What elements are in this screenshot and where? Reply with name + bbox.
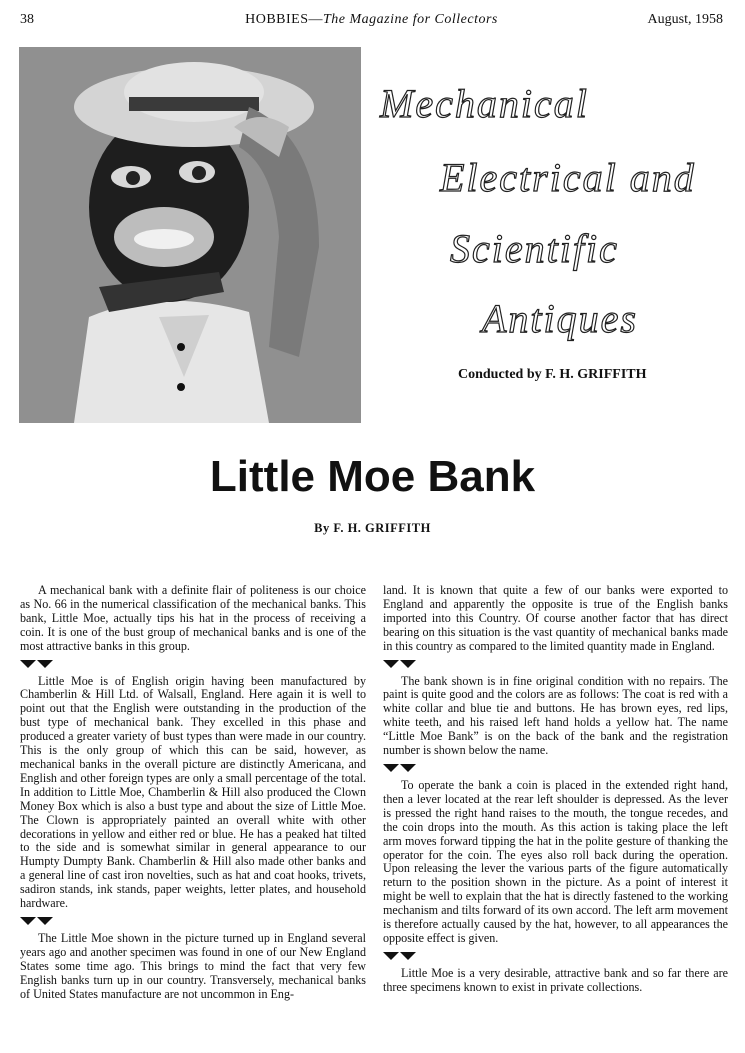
heading-line-antiques: Antiques [482, 296, 638, 341]
magazine-title [20, 12, 723, 28]
magazine-subtitle: The Magazine for Collectors [323, 12, 498, 27]
paragraph: Little Moe is of English origin having been manufactured by Chamberlin & Hill Ltd. of Walsall, England. Here again it is well to point out that the English were outstanding in the production of the bust type of mechanical bank. They excelled in this phase and produced a greater variety of bust types than were made in our country. This is the only group of which this can be said, however, as mechanical banks in the overall picture are distinctly Americana, and English and other foreign types are only a small percentage of the total. In addition to Little Moe, Chamberlin & Hill also produced the Clown Money Box which is also a bust type and about the size of Little Moe. The Clown is appropriately painted an overall white with other decorations in yellow and either red or blue. He has a peaked hat tilted to the side and is somewhat similar in general appearance to our Humpty Dumpty Bank. Chamberlin & Hill also made other banks and a general line of cast iron novelties, such as hat and coat hooks, trivets, sadiron stands, ink stands, paper weights, letter plates, and household hardware. [20, 673, 366, 911]
paragraph: Little Moe is a very desirable, attractive bank and so far there are three specimens known to exist in private collections. [383, 965, 728, 994]
paragraph-separator [383, 949, 728, 963]
article-column-right [383, 584, 728, 995]
paragraph: To operate the bank a coin is placed in the extended right hand, then a lever located at the rear left shoulder is depressed. As the lever is pressed the right hand raises to the mouth, the tongue recedes, and the coin drops into the mouth. As this action is taking place the left arm moves forward tipping the hat in the polite gesture of thanking the operator for the coin. The eyes also roll back during the operation. Upon releasing the lever the various parts of the figure automatically return to the position shown in the picture. As a point of interest it might be well to explain that the hat is directly fastened to the working mechanism and tilts forward of its own accord. The left arm movement is therefore actually caused by the hat, however, to all appearances the opposite effect is given. [383, 777, 728, 945]
heading-line-electrical: Electrical and [440, 155, 696, 200]
page-number: 38 [20, 12, 34, 27]
paragraph-separator [383, 761, 728, 775]
paragraph-separator [20, 657, 366, 671]
paragraph: A mechanical bank with a definite flair of politeness is our choice as No. 66 in the numerical classification of the mechanical banks. This bank, Little Moe, actually tips his hat in the process of receiving a coin. It is one of the bust group of mechanical banks and is one of the most attractive banks in this group. [20, 583, 366, 653]
paragraph: The bank shown is in fine original condition with no repairs. The paint is quite good and the colors are as follows: The coat is red with a white collar and blue tie and buttons. He has brown eyes, red lips, white teeth, and his raised left hand holds a yellow hat. The name “Little Moe Bank” is on the back of the bank and the registration number is shown below the name. [383, 673, 728, 758]
little-moe-bank-photo [19, 47, 361, 423]
magazine-name: HOBBIES— [245, 12, 323, 27]
conducted-by: Conducted by F. H. GRIFFITH [458, 367, 647, 382]
article-byline: By F. H. GRIFFITH [314, 521, 431, 535]
heading-line-scientific: Scientific [450, 226, 619, 271]
article-column-left [20, 584, 366, 1001]
section-heading [370, 80, 730, 400]
page-header [20, 12, 723, 34]
issue-date: August, 1958 [647, 12, 723, 27]
paragraph: land. It is known that quite a few of our banks were exported to England and apparently the opposite is true of the English banks imported into this Country. Of course another factor that has direct bearing on this situation is the vast quantity of mechanical banks made in this country as compared to the limited quantity made in England. [383, 583, 728, 653]
paragraph: The Little Moe shown in the picture turned up in England several years ago and another specimen was found in one of our New England States some time ago. This brings to mind the fact that very few English banks turn up in our country. Transversely, mechanical banks of United States manufacture are not uncommon in Eng- [20, 930, 366, 1001]
heading-line-mechanical: Mechanical [380, 81, 589, 126]
paragraph-separator [383, 657, 728, 671]
article-title: Little Moe Bank [209, 452, 536, 501]
paragraph-separator [20, 914, 366, 928]
